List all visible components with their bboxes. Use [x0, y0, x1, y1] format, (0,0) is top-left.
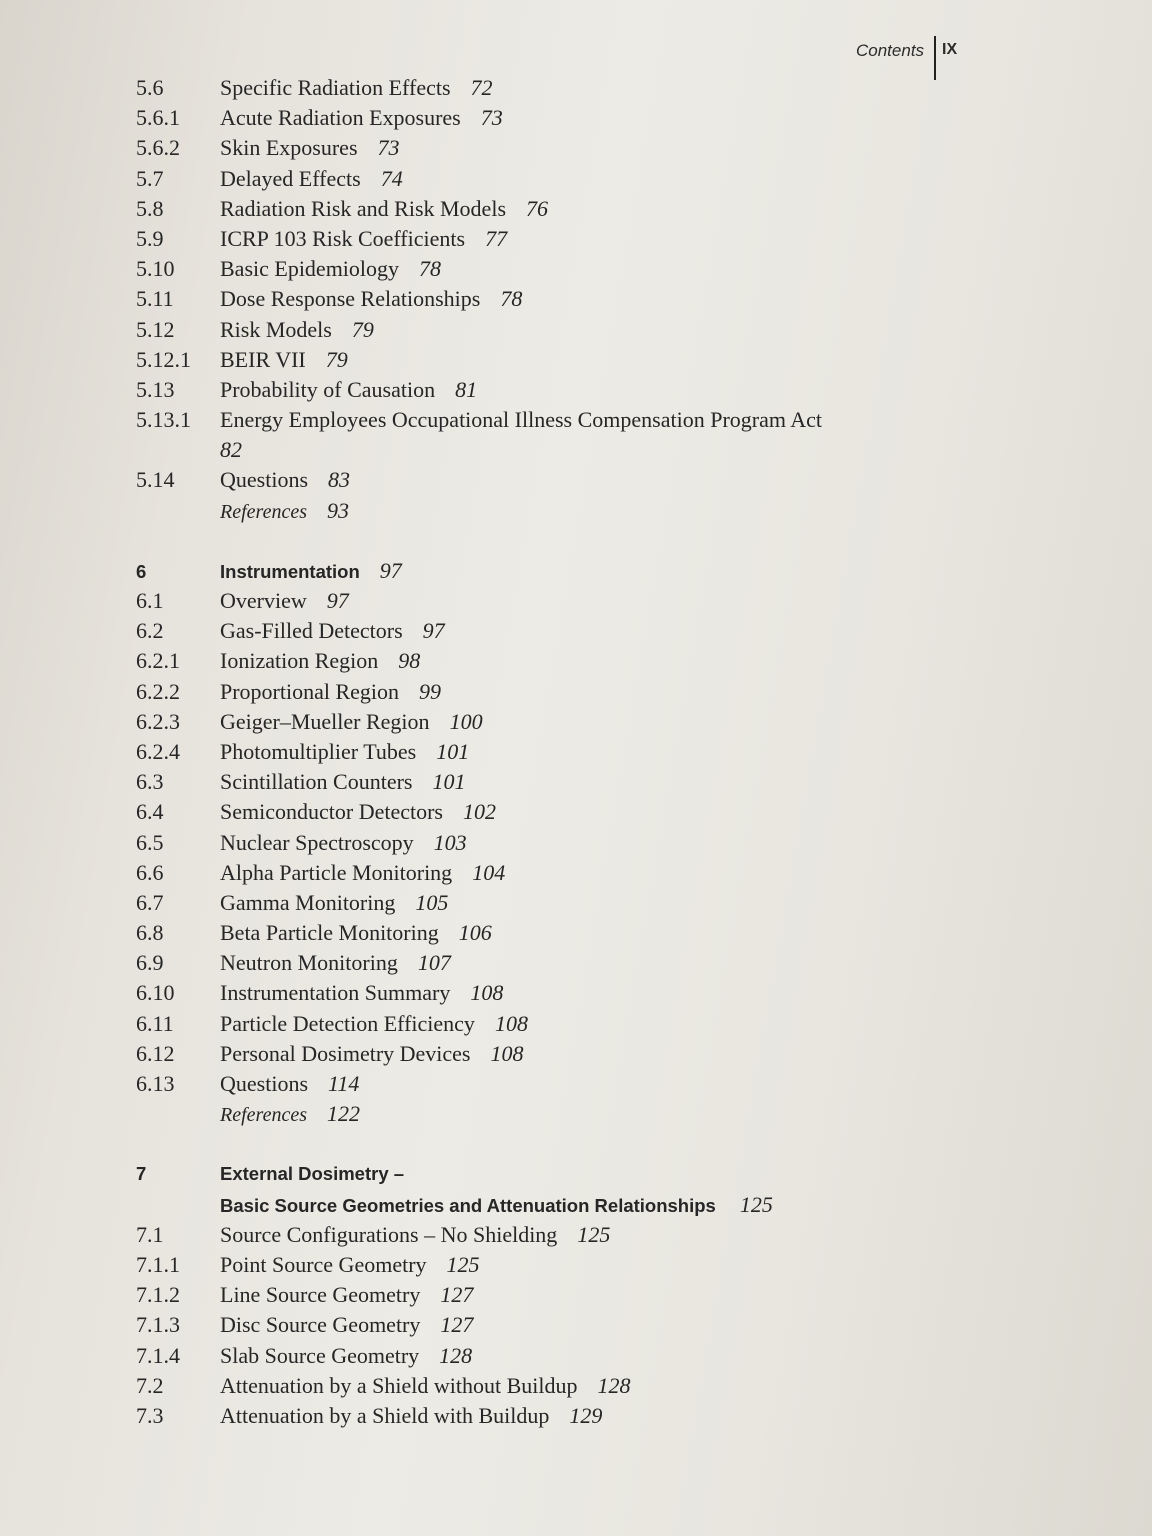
section-title: Line Source Geometry [220, 1282, 421, 1308]
toc-entry [130, 888, 930, 918]
section-title-block [220, 405, 920, 465]
section-number: 6.3 [136, 769, 164, 795]
section-page: 76 [526, 195, 548, 221]
toc-entry [130, 1009, 930, 1039]
section-page: 128 [597, 1372, 631, 1398]
toc-entry [130, 284, 930, 314]
section-page: 98 [398, 648, 421, 674]
section-title: Source Configurations – No Shielding [220, 1221, 558, 1247]
section-page: 100 [449, 708, 483, 734]
section-page: 103 [433, 829, 467, 855]
section-number: 5.6.2 [136, 135, 180, 161]
section-page: 114 [328, 1071, 360, 1097]
section-page: 78 [500, 286, 523, 312]
toc-entry [130, 164, 930, 194]
chapter-number: 6 [136, 560, 147, 582]
toc-entry [130, 224, 930, 254]
chapter-page: 97 [379, 557, 402, 583]
section-title: Specific Radiation Effects [220, 75, 451, 100]
section-title: Point Source Geometry [220, 1251, 427, 1277]
toc-entry [130, 707, 930, 737]
section-page: 127 [440, 1312, 474, 1338]
section-title: Photomultiplier Tubes [220, 738, 417, 764]
section-number: 5.10 [136, 256, 175, 282]
section-title: Questions [220, 1071, 308, 1097]
section-title: Disc Source Geometry [220, 1312, 421, 1338]
section-page: 82 [220, 437, 242, 463]
section-page: 108 [494, 1010, 528, 1036]
section-page: 101 [432, 769, 466, 795]
section-title: Probability of Causation [220, 376, 436, 402]
toc-entry [130, 1401, 930, 1431]
section-number: 5.6.1 [136, 105, 180, 131]
section-title: Questions [220, 467, 308, 493]
running-header-label: Contents [856, 41, 925, 60]
section-number: 6.8 [136, 920, 164, 946]
section-page: 106 [458, 920, 492, 946]
section-number: 5.6 [136, 75, 164, 100]
section-page: 127 [440, 1282, 474, 1308]
section-number: 7.1.4 [136, 1342, 180, 1368]
toc-entry [130, 1280, 930, 1310]
toc-entry [130, 375, 930, 405]
section-number: 6.12 [136, 1040, 175, 1066]
toc-entry [130, 1371, 930, 1401]
toc-entry [130, 345, 930, 375]
chapter-title: Instrumentation [220, 560, 360, 582]
section-page: 97 [326, 588, 349, 614]
section-number: 6.2.3 [136, 708, 180, 734]
chapter-number: 7 [136, 1163, 147, 1185]
toc-entry [130, 1341, 930, 1371]
section-page: 83 [328, 467, 350, 493]
section-page: 125 [446, 1251, 480, 1277]
chapter-subtitle-line [130, 1190, 930, 1220]
section-title: Overview [220, 588, 307, 614]
toc-entry [130, 1069, 930, 1099]
section-title: Dose Response Relationships [220, 286, 481, 312]
section-number: 7.2 [136, 1372, 164, 1398]
section-page: 77 [485, 225, 508, 251]
toc-entry [130, 797, 930, 827]
toc-entry [130, 133, 930, 163]
section-title: Neutron Monitoring [220, 950, 398, 976]
section-number: 5.12.1 [136, 346, 191, 372]
section-number: 5.14 [136, 467, 175, 493]
section-title: Skin Exposures [220, 135, 358, 161]
section-page: 73 [480, 105, 503, 131]
section-page: 78 [419, 256, 442, 282]
section-number: 5.13.1 [136, 407, 191, 433]
toc-entry [130, 767, 930, 797]
section-number: 5.11 [136, 286, 174, 312]
section-number: 6.2.2 [136, 678, 180, 704]
section-title: Personal Dosimetry Devices [220, 1040, 471, 1066]
section-page: 101 [436, 738, 470, 764]
section-number: 6.7 [136, 889, 164, 915]
section-page: 129 [569, 1402, 603, 1428]
toc-entry [130, 616, 930, 646]
section-page: 108 [490, 1040, 524, 1066]
section-title: Instrumentation Summary [220, 980, 451, 1006]
section-title: Nuclear Spectroscopy [220, 829, 414, 855]
toc-entry [130, 918, 930, 948]
toc-entry [130, 677, 930, 707]
references-entry [130, 496, 930, 526]
section-page: 74 [380, 165, 403, 191]
section-title: Gas-Filled Detectors [220, 618, 403, 644]
section-number: 6.9 [136, 950, 164, 976]
chapter-page: 125 [739, 1191, 773, 1217]
toc-entry [130, 646, 930, 676]
chapter-title-line-1: External Dosimetry – [220, 1163, 405, 1185]
section-title: Beta Particle Monitoring [220, 920, 439, 946]
section-page: 73 [377, 135, 400, 161]
section-title: Ionization Region [220, 648, 379, 674]
header-divider [934, 36, 936, 80]
section-title: Semiconductor Detectors [220, 799, 443, 825]
section-title: Delayed Effects [220, 165, 361, 191]
section-title: BEIR VII [220, 346, 306, 372]
section-page: 107 [417, 950, 451, 976]
section-title: Attenuation by a Shield with Buildup [220, 1402, 550, 1428]
section-page: 102 [463, 799, 496, 825]
chapter-6-section [130, 556, 930, 1130]
toc-entry [130, 254, 930, 284]
section-number: 6.2 [136, 618, 164, 644]
chapter-title-line-2: Basic Source Geometries and Attenuation Relationships [220, 1194, 716, 1216]
references-page: 93 [326, 497, 349, 523]
section-number: 7.3 [136, 1402, 164, 1428]
table-of-contents [130, 73, 930, 1431]
section-title: ICRP 103 Risk Coefficients [220, 225, 466, 251]
toc-entry [130, 948, 930, 978]
section-title: Slab Source Geometry [220, 1342, 420, 1368]
section-page: 104 [472, 859, 506, 885]
toc-entry [130, 1220, 930, 1250]
section-number: 6.11 [136, 1010, 174, 1036]
section-page: 81 [455, 376, 478, 402]
section-page: 79 [325, 346, 348, 372]
section-title: Energy Employees Occupational Illness Compensation Program Act [220, 407, 823, 433]
section-page: 97 [422, 618, 445, 644]
section-number: 6.13 [136, 1071, 175, 1097]
toc-entry [130, 1310, 930, 1340]
toc-entry-wrapped [130, 405, 930, 465]
section-page: 108 [470, 980, 504, 1006]
chapter-heading [130, 556, 930, 586]
section-number: 6.6 [136, 859, 164, 885]
toc-entry [130, 194, 930, 224]
section-title: Geiger–Mueller Region [220, 708, 430, 734]
toc-entry [130, 828, 930, 858]
references-title: References [220, 500, 307, 523]
toc-entry [130, 1250, 930, 1280]
toc-entry [130, 858, 930, 888]
chapter-heading [130, 1159, 930, 1189]
toc-entry [130, 103, 930, 133]
section-number: 5.13 [136, 376, 175, 402]
references-entry [130, 1099, 930, 1129]
section-page: 105 [415, 889, 449, 915]
section-page: 99 [419, 678, 442, 704]
section-number: 7.1.2 [136, 1282, 180, 1308]
toc-entry [130, 737, 930, 767]
section-number: 7.1 [136, 1221, 164, 1247]
section-page: 128 [439, 1342, 473, 1368]
section-page: 79 [351, 316, 374, 342]
section-title: Basic Epidemiology [220, 256, 400, 282]
chapter-7-section [130, 1159, 930, 1431]
toc-entry [130, 315, 930, 345]
section-title: Scintillation Counters [220, 769, 413, 795]
section-number: 6.2.4 [136, 738, 180, 764]
references-page: 122 [326, 1101, 360, 1127]
toc-entry [130, 73, 930, 103]
toc-entry [130, 465, 930, 495]
section-page: 125 [577, 1221, 611, 1247]
section-title: Attenuation by a Shield without Buildup [220, 1372, 578, 1398]
section-number: 5.9 [136, 225, 164, 251]
section-title: Proportional Region [220, 678, 400, 704]
section-number: 5.12 [136, 316, 175, 342]
section-number: 5.8 [136, 195, 164, 221]
toc-entry [130, 1039, 930, 1069]
section-number: 6.10 [136, 980, 175, 1006]
toc-entry [130, 978, 930, 1008]
section-page: 72 [470, 75, 493, 100]
section-title: Particle Detection Efficiency [220, 1010, 475, 1036]
section-number: 7.1.3 [136, 1312, 180, 1338]
section-number: 6.5 [136, 829, 164, 855]
section-title: Risk Models [220, 316, 332, 342]
page-number: IX [942, 41, 958, 58]
section-title: Gamma Monitoring [220, 889, 396, 915]
section-title: Acute Radiation Exposures [220, 105, 461, 131]
references-title: References [220, 1104, 307, 1127]
section-number: 6.4 [136, 799, 164, 825]
section-number: 6.2.1 [136, 648, 180, 674]
toc-entry [130, 586, 930, 616]
section-title: Radiation Risk and Risk Models [220, 195, 506, 221]
section-title: Alpha Particle Monitoring [220, 859, 453, 885]
section-number: 6.1 [136, 588, 164, 614]
section-number: 5.7 [136, 165, 164, 191]
section-number: 7.1.1 [136, 1251, 180, 1277]
chapter-5-section [130, 73, 930, 526]
